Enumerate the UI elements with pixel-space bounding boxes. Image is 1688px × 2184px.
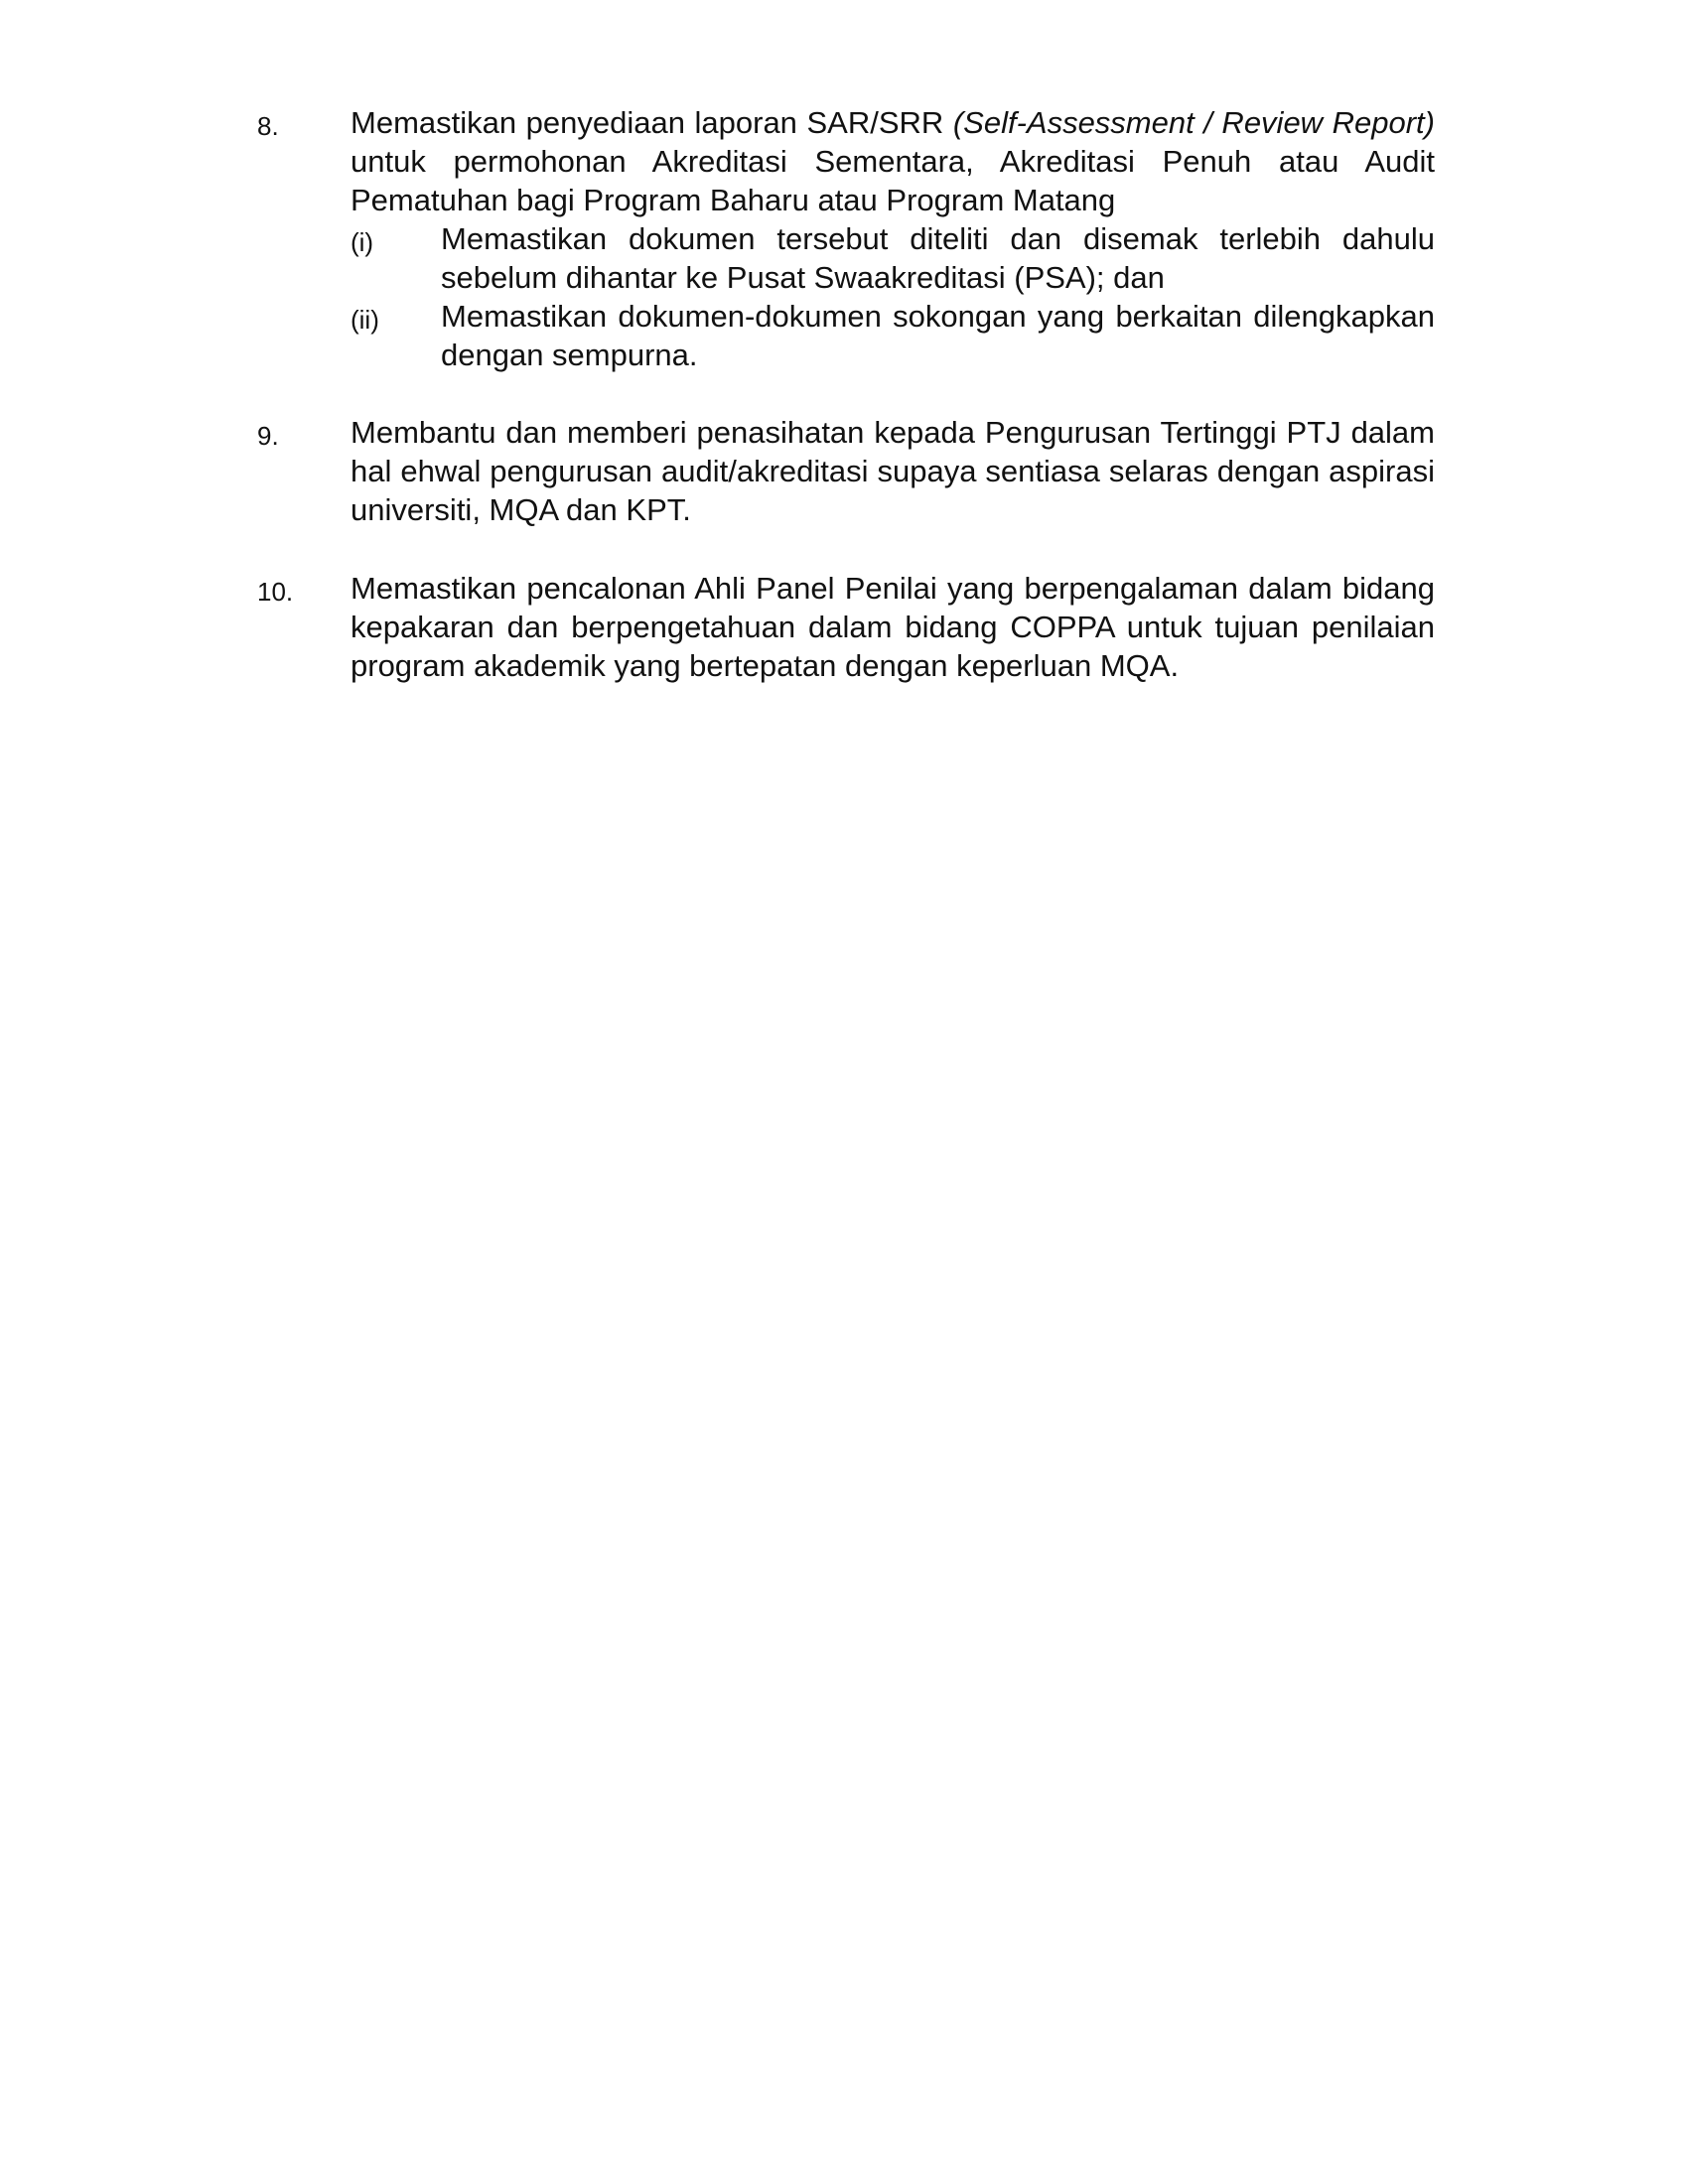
item-number: 8. [257,111,279,141]
sub-item-line: Memastikan dokumen tersebut diteliti dan disemak terlebih dahulu [441,221,1435,256]
sub-item-number: (i) [351,227,374,257]
item-number: 10. [257,577,294,607]
item-line-text: Memastikan penyediaan laporan SAR/SRR [351,105,953,140]
item-line: Pematuhan bagi Program Baharu atau Program Matang [351,183,1116,217]
list-item-8 [257,103,1435,381]
item-number: 9. [257,421,279,451]
sub-item-line: sebelum dihantar ke Pusat Swaakreditasi (PSA); dan [441,260,1165,295]
item-line-italic: (Self-Assessment / Review Report) [952,105,1435,140]
sub-item-text [441,297,1435,374]
sub-item-number: (ii) [351,305,379,335]
sub-item-line: dengan sempurna. [441,338,698,372]
item-text [351,569,1435,685]
item-line: kepakaran dan berpengetahuan dalam bidang COPPA untuk tujuan penilaian [351,610,1435,644]
item-text [351,103,1435,219]
sub-item-text [441,219,1435,297]
item-line: Memastikan pencalonan Ahli Panel Penilai yang berpengalaman dalam bidang [351,571,1435,606]
item-text [351,413,1435,529]
item-line: program akademik yang bertepatan dengan keperluan MQA. [351,648,1180,683]
item-line [351,103,1435,142]
item-line: hal ehwal pengurusan audit/akreditasi supaya sentiasa selaras dengan aspirasi [351,454,1435,488]
sub-item-line: Memastikan dokumen-dokumen sokongan yang berkaitan dilengkapkan [441,299,1435,334]
sub-item-i [351,219,1435,297]
list-item-10 [257,569,1435,688]
item-line: universiti, MQA dan KPT. [351,492,691,527]
sub-item-ii [351,297,1435,374]
item-line: Membantu dan memberi penasihatan kepada Pengurusan Tertinggi PTJ dalam [351,415,1435,450]
item-line: untuk permohonan Akreditasi Sementara, Akreditasi Penuh atau Audit [351,144,1435,179]
list-item-9 [257,413,1435,532]
